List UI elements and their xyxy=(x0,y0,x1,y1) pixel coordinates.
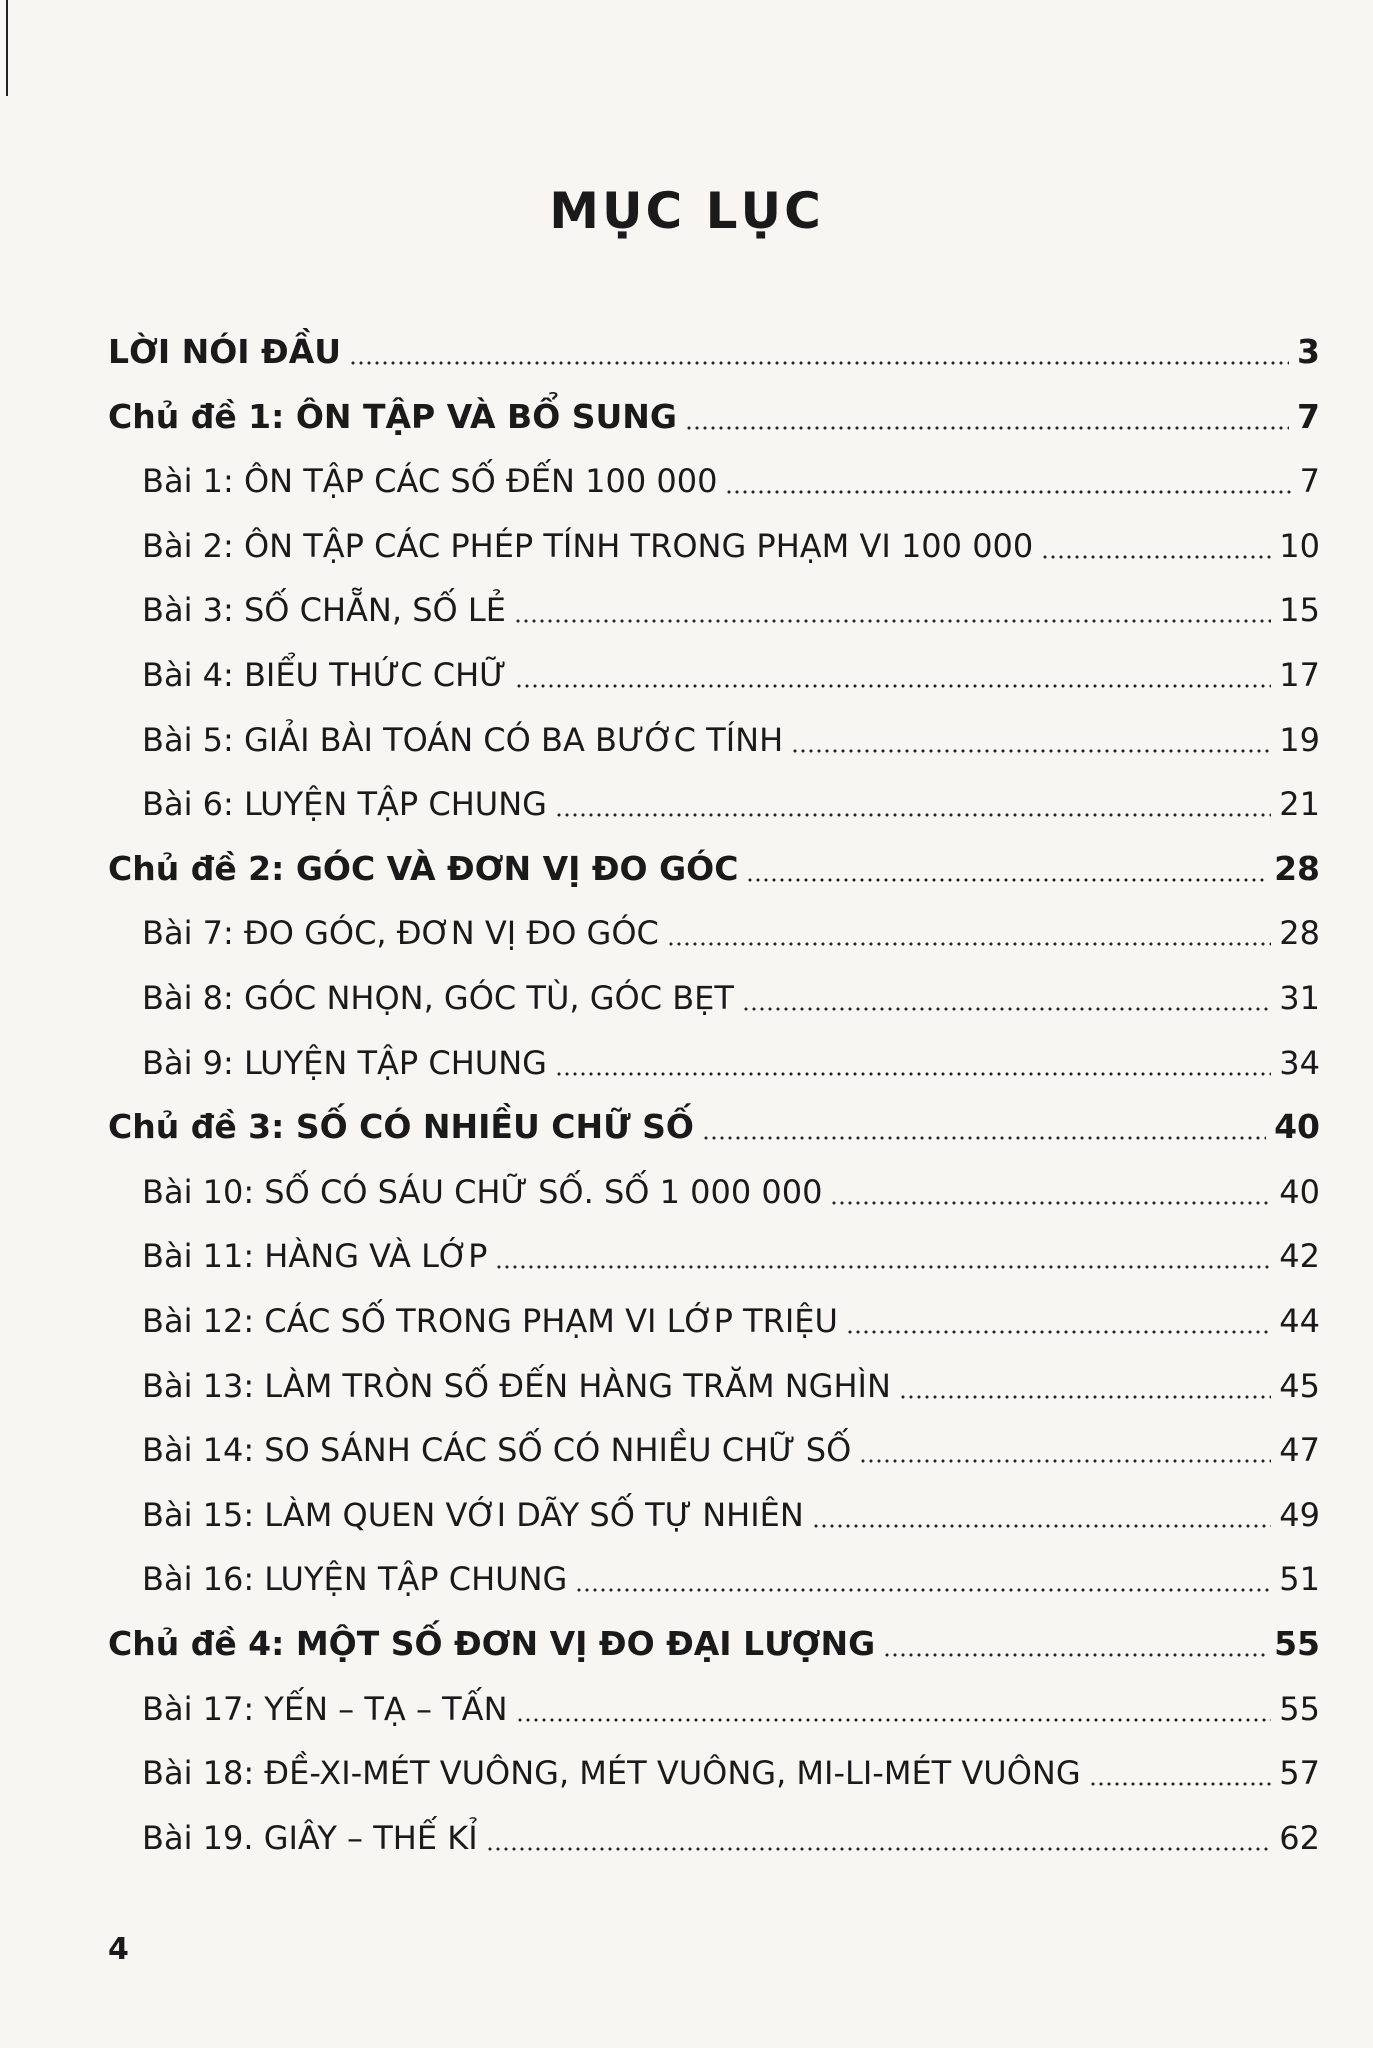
toc-lesson-row xyxy=(142,1687,1320,1731)
page-number: 4 xyxy=(108,1932,129,1967)
toc-entry-page: 15 xyxy=(1279,591,1320,630)
toc-entry-page: 40 xyxy=(1274,1107,1320,1147)
toc-entry-label: Bài 5: GIẢI BÀI TOÁN CÓ BA BƯỚC TÍNH xyxy=(142,720,784,759)
toc-entry-page: 44 xyxy=(1279,1302,1320,1340)
toc-entry-label: Bài 10: SỐ CÓ SÁU CHỮ SỐ. SỐ 1 000 000 xyxy=(142,1172,823,1211)
toc-entry-label: Bài 6: LUYỆN TẬP CHUNG xyxy=(142,785,547,824)
toc-entry-page: 51 xyxy=(1279,1560,1320,1599)
toc-entry-label: Chủ đề 3: SỐ CÓ NHIỀU CHỮ SỐ xyxy=(108,1107,694,1147)
toc-entry-page: 55 xyxy=(1274,1624,1320,1663)
toc-entry-label: LỜI NÓI ĐẦU xyxy=(108,332,342,371)
toc-entry-page: 7 xyxy=(1297,396,1320,436)
dot-leader xyxy=(899,1395,1271,1399)
toc-entry-page: 47 xyxy=(1279,1431,1320,1470)
toc-entry-label: Bài 15: LÀM QUEN VỚI DÃY SỐ TỰ NHIÊN xyxy=(142,1495,804,1534)
toc-chapter-row xyxy=(108,1105,1320,1149)
page-title: MỤC LỤC xyxy=(549,182,824,240)
toc-entry-page: 19 xyxy=(1279,720,1320,759)
toc-lesson-row xyxy=(142,911,1320,955)
toc-entry-label: Bài 8: GÓC NHỌN, GÓC TÙ, GÓC BẸT xyxy=(142,979,734,1017)
toc-entry-label: Bài 17: YẾN – TẠ – TẤN xyxy=(142,1689,508,1728)
toc-lesson-row xyxy=(142,1364,1320,1408)
toc-entry-label: Bài 19. GIÂY – THẾ KỈ xyxy=(142,1818,478,1857)
dot-leader xyxy=(555,1072,1271,1076)
page-edge-line xyxy=(6,0,8,96)
toc-entry-page: 28 xyxy=(1279,914,1320,953)
toc-entry-label: Bài 7: ĐO GÓC, ĐƠN VỊ ĐO GÓC xyxy=(142,914,659,953)
toc-entry-label: Chủ đề 2: GÓC VÀ ĐƠN VỊ ĐO GÓC xyxy=(108,848,739,888)
toc-entry-label: Bài 18: ĐỀ-XI-MÉT VUÔNG, MÉT VUÔNG, MI-LI-MÉT VUÔNG xyxy=(142,1754,1081,1793)
toc-lesson-row xyxy=(142,1751,1320,1795)
toc-chapter-row xyxy=(108,847,1320,891)
dot-leader xyxy=(685,426,1289,430)
dot-leader xyxy=(555,813,1271,817)
toc-lesson-row xyxy=(142,976,1320,1020)
toc-chapter-row xyxy=(108,330,1320,374)
toc-chapter-row xyxy=(108,1622,1320,1666)
toc-lesson-row xyxy=(142,1816,1320,1860)
dot-leader xyxy=(514,619,1271,623)
dot-leader xyxy=(883,1653,1266,1657)
dot-leader xyxy=(667,942,1271,946)
toc-chapter-row xyxy=(108,395,1320,439)
toc-lesson-row xyxy=(142,459,1320,503)
toc-lesson-row xyxy=(142,1557,1320,1601)
toc-entry-page: 62 xyxy=(1279,1818,1320,1857)
toc-entry-label: Bài 2: ÔN TẬP CÁC PHÉP TÍNH TRONG PHẠM VI 100 000 xyxy=(142,526,1034,565)
dot-leader xyxy=(742,1007,1271,1011)
toc-entry-page: 17 xyxy=(1279,656,1320,694)
toc-entry-label: Bài 3: SỐ CHẴN, SỐ LẺ xyxy=(142,591,506,630)
dot-leader xyxy=(791,749,1271,753)
toc-entry-label: Chủ đề 4: MỘT SỐ ĐƠN VỊ ĐO ĐẠI LƯỢNG xyxy=(108,1624,876,1663)
dot-leader xyxy=(515,684,1272,688)
toc-entry-label: Bài 11: HÀNG VÀ LỚP xyxy=(142,1237,488,1276)
toc-lesson-row xyxy=(142,1170,1320,1214)
toc-lesson-row xyxy=(142,782,1320,826)
toc-entry-page: 28 xyxy=(1274,848,1320,888)
toc-lesson-row xyxy=(142,524,1320,568)
toc-entry-page: 7 xyxy=(1299,462,1320,501)
toc-lesson-row xyxy=(142,718,1320,762)
dot-leader xyxy=(812,1524,1271,1528)
dot-leader xyxy=(1041,555,1271,559)
toc-lesson-row xyxy=(142,588,1320,632)
dot-leader xyxy=(495,1265,1271,1269)
toc-entry-page: 40 xyxy=(1279,1172,1320,1211)
toc-entry-label: Bài 9: LUYỆN TẬP CHUNG xyxy=(142,1043,547,1082)
dot-leader xyxy=(830,1201,1271,1205)
dot-leader xyxy=(516,1718,1272,1722)
dot-leader xyxy=(746,878,1266,882)
toc-entry-page: 57 xyxy=(1279,1754,1320,1793)
toc-lesson-row xyxy=(142,1428,1320,1472)
toc-entry-page: 42 xyxy=(1279,1237,1320,1276)
toc-entry-label: Bài 4: BIỂU THỨC CHỮ xyxy=(142,656,507,694)
toc-entry-page: 45 xyxy=(1279,1366,1320,1405)
dot-leader xyxy=(486,1847,1272,1851)
dot-leader xyxy=(846,1330,1271,1334)
toc-entry-label: Bài 16: LUYỆN TẬP CHUNG xyxy=(142,1560,568,1599)
toc-entry-label: Bài 12: CÁC SỐ TRONG PHẠM VI LỚP TRIỆU xyxy=(142,1302,838,1340)
toc-entry-label: Bài 13: LÀM TRÒN SỐ ĐẾN HÀNG TRĂM NGHÌN xyxy=(142,1366,891,1405)
toc-entry-page: 31 xyxy=(1279,979,1320,1017)
toc-entry-page: 34 xyxy=(1279,1043,1320,1082)
toc-lesson-row xyxy=(142,1493,1320,1537)
toc-entry-page: 21 xyxy=(1279,785,1320,824)
toc-lesson-row xyxy=(142,1041,1320,1085)
dot-leader xyxy=(859,1459,1271,1463)
dot-leader xyxy=(349,361,1289,365)
toc-entry-label: Chủ đề 1: ÔN TẬP VÀ BỔ SUNG xyxy=(108,396,678,436)
toc-lesson-row xyxy=(142,1234,1320,1278)
toc-lesson-row xyxy=(142,1299,1320,1343)
toc-lesson-row xyxy=(142,653,1320,697)
dot-leader xyxy=(702,1136,1266,1140)
dot-leader xyxy=(575,1588,1271,1592)
dot-leader xyxy=(1089,1782,1272,1786)
toc-entry-label: Bài 1: ÔN TẬP CÁC SỐ ĐẾN 100 000 xyxy=(142,462,718,501)
toc-entry-label: Bài 14: SO SÁNH CÁC SỐ CÓ NHIỀU CHỮ SỐ xyxy=(142,1431,852,1470)
toc-entry-page: 55 xyxy=(1279,1689,1320,1728)
toc-entry-page: 10 xyxy=(1279,526,1320,565)
toc-entry-page: 49 xyxy=(1279,1495,1320,1534)
dot-leader xyxy=(725,490,1291,494)
toc-entry-page: 3 xyxy=(1297,332,1320,371)
